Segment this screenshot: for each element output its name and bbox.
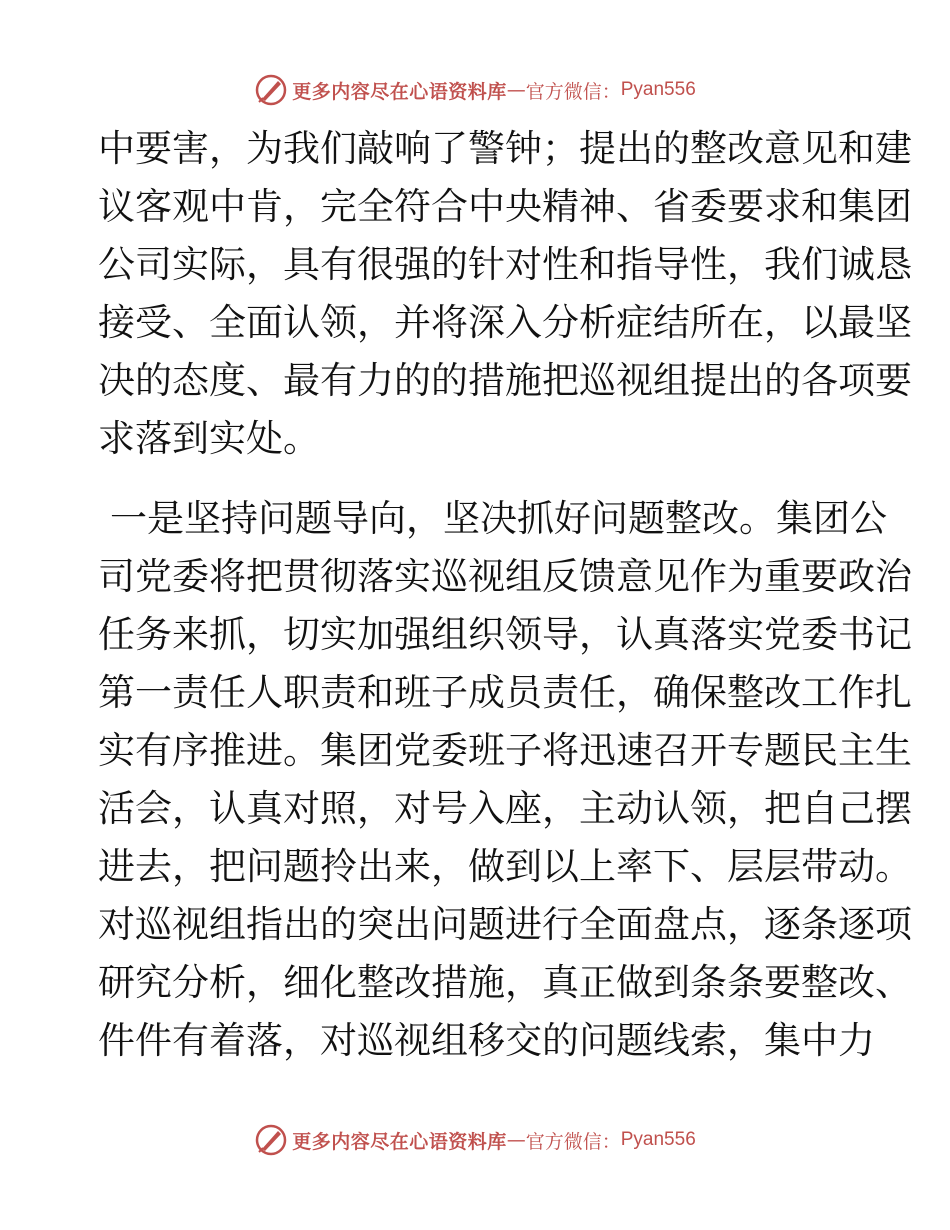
- watermark-site-text: 更多内容尽在心语资料库: [292, 1130, 507, 1153]
- watermark-site-text: 更多内容尽在心语资料库: [292, 80, 507, 103]
- watermark-wechat-id: Pyan556: [620, 1129, 696, 1150]
- text-line: 实有序推进。集团党委班子将迅速召开专题民主生: [98, 729, 912, 772]
- quill-pen-circle-icon: [254, 1123, 288, 1157]
- paragraph-spacer: [98, 468, 858, 490]
- text-line: 求落到实处。: [98, 417, 320, 460]
- text-line: 中要害，为我们敲响了警钟；提出的整改意见和建: [98, 127, 912, 170]
- text-line: 一是坚持问题导向，坚决抓好问题整改。集团公: [110, 497, 887, 540]
- watermark-separator: —: [506, 1129, 526, 1151]
- watermark-wechat-label: 官方微信：: [525, 80, 621, 103]
- text-line: 接受、全面认领，并将深入分析症结所在，以最坚: [98, 301, 912, 344]
- text-line: 对巡视组指出的突出问题进行全面盘点，逐条逐项: [98, 903, 912, 946]
- text-line: 件件有着落，对巡视组移交的问题线索，集中力: [98, 1019, 875, 1062]
- text-line: 活会，认真对照，对号入座，主动认领，把自己摆: [98, 787, 912, 830]
- text-line: 议客观中肯，完全符合中央精神、省委要求和集团: [98, 185, 912, 228]
- quill-pen-circle-icon: [254, 73, 288, 107]
- watermark-wechat-id: Pyan556: [620, 79, 696, 100]
- text-line: 决的态度、最有力的的措施把巡视组提出的各项要: [98, 359, 912, 402]
- text-line: 司党委将把贯彻落实巡视组反馈意见作为重要政治: [98, 555, 912, 598]
- text-line: 第一责任人职责和班子成员责任，确保整改工作扎: [98, 671, 912, 714]
- header-watermark: [0, 70, 950, 110]
- watermark-separator: —: [506, 79, 526, 101]
- document-body: [98, 120, 912, 1070]
- text-line: 进去，把问题拎出来，做到以上率下、层层带动。: [98, 845, 912, 888]
- text-line: 任务来抓，切实加强组织领导，认真落实党委书记: [98, 613, 912, 656]
- paragraph-2: [98, 490, 912, 1070]
- paragraph-1: [98, 120, 912, 468]
- text-line: 研究分析，细化整改措施，真正做到条条要整改、: [98, 961, 912, 1004]
- footer-watermark: [0, 1120, 950, 1160]
- text-line: 公司实际，具有很强的针对性和指导性，我们诚恳: [98, 243, 912, 286]
- watermark-wechat-label: 官方微信：: [525, 1130, 621, 1153]
